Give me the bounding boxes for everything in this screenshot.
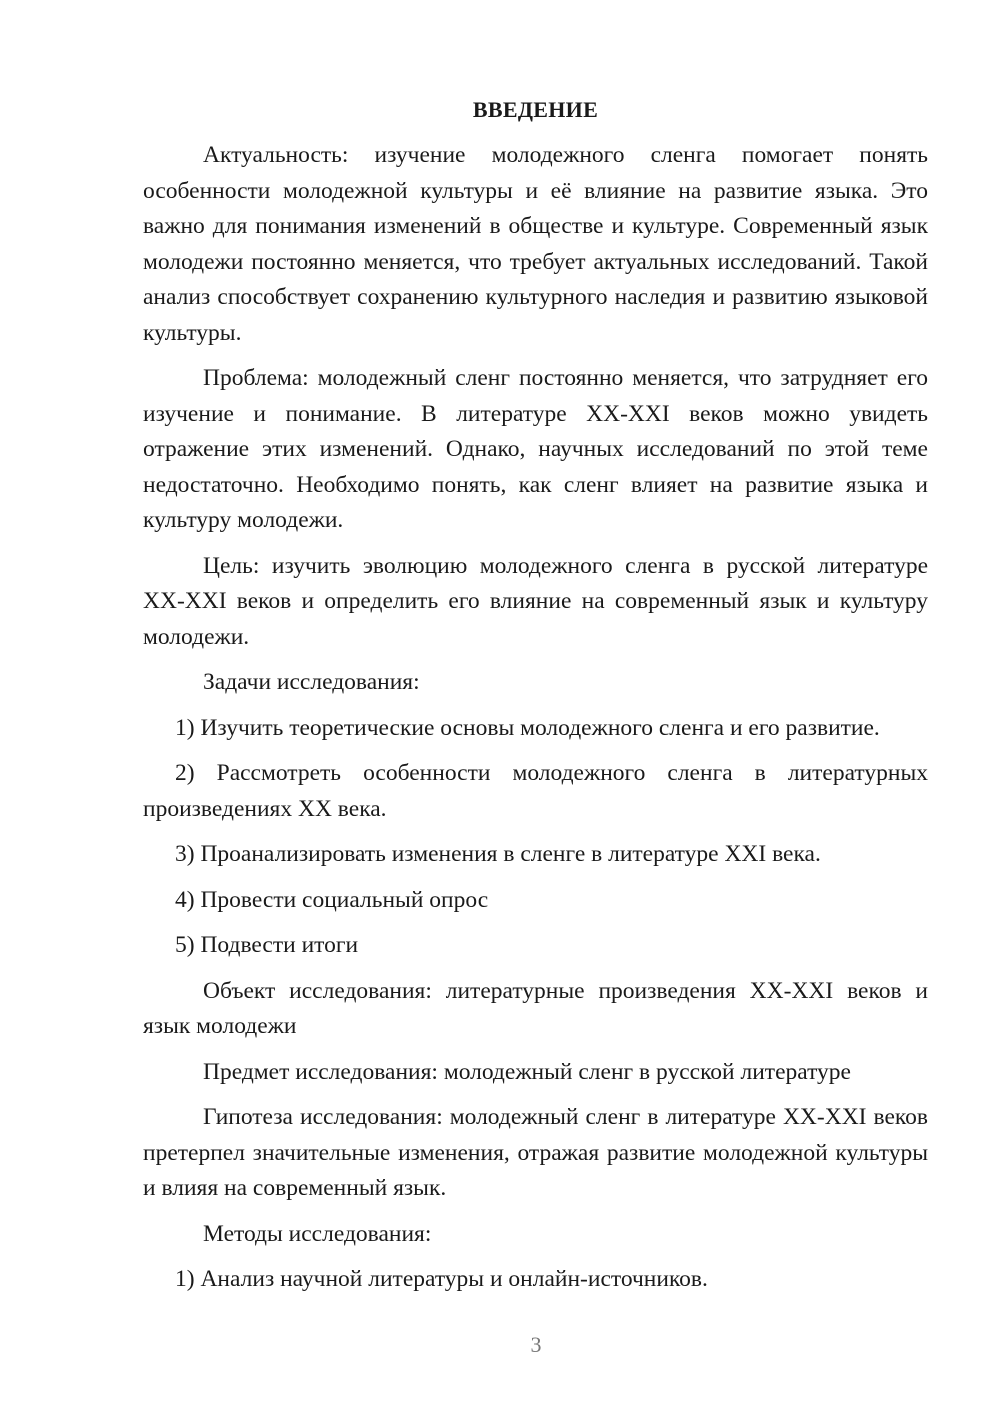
task-item-5: 5) Подвести итоги (175, 932, 359, 958)
paragraph-object: Объект исследования: литературные произведения XX-XXI веков и язык молодежи (143, 977, 928, 1039)
page-number: 3 (530, 1332, 542, 1357)
task-item-1: 1) Изучить теоретические основы молодежного сленга и его развитие. (175, 714, 880, 741)
paragraph-tasks-heading: Задачи исследования: (203, 669, 420, 695)
task-item-3: 3) Проанализировать изменения в сленге в литературе XXI века. (175, 841, 821, 867)
method-item-1: 1) Анализ научной литературы и онлайн-источников. (175, 1266, 708, 1292)
paragraph-problem: Проблема: молодежный сленг постоянно меняется, что затрудняет его изучение и понимание. В литературе XX-XXI веков можно увидеть отражение этих изменений. Однако, научных исследований по этой теме недостаточно. Необходимо понять, как сленг влияет на развитие языка и культуру молодежи. (143, 365, 928, 533)
paragraph-subject: Предмет исследования: молодежный сленг в русской литературе (203, 1058, 851, 1085)
task-item-2: 2) Рассмотреть особенности молодежного сленга в литературных произведениях XX века. (143, 760, 928, 822)
paragraph-methods-heading: Методы исследования: (203, 1220, 432, 1247)
paragraph-goal: Цель: изучить эволюцию молодежного сленга в русской литературе XX-XXI веков и определить его влияние на современный язык и культуру молодежи. (143, 552, 928, 650)
task-item-4: 4) Провести социальный опрос (175, 886, 489, 913)
paragraph-hypothesis: Гипотеза исследования: молодежный сленг в литературе XX-XXI веков претерпел значительные изменения, отражая развитие молодежной культуры и влияя на современный язык. (143, 1104, 928, 1201)
paragraph-relevance: Актуальность: изучение молодежного сленга помогает понять особенности молодежной культуры и её влияние на развитие языка. Это важно для понимания изменений в обществе и культуре. Современный язык молодежи постоянно меняется, что требует актуальных исследований. Такой анализ способствует сохранению культурного наследия и развитию языковой культуры. (143, 142, 928, 346)
section-title: ВВЕДЕНИЕ (472, 97, 599, 122)
document-page (143, 90, 928, 1308)
